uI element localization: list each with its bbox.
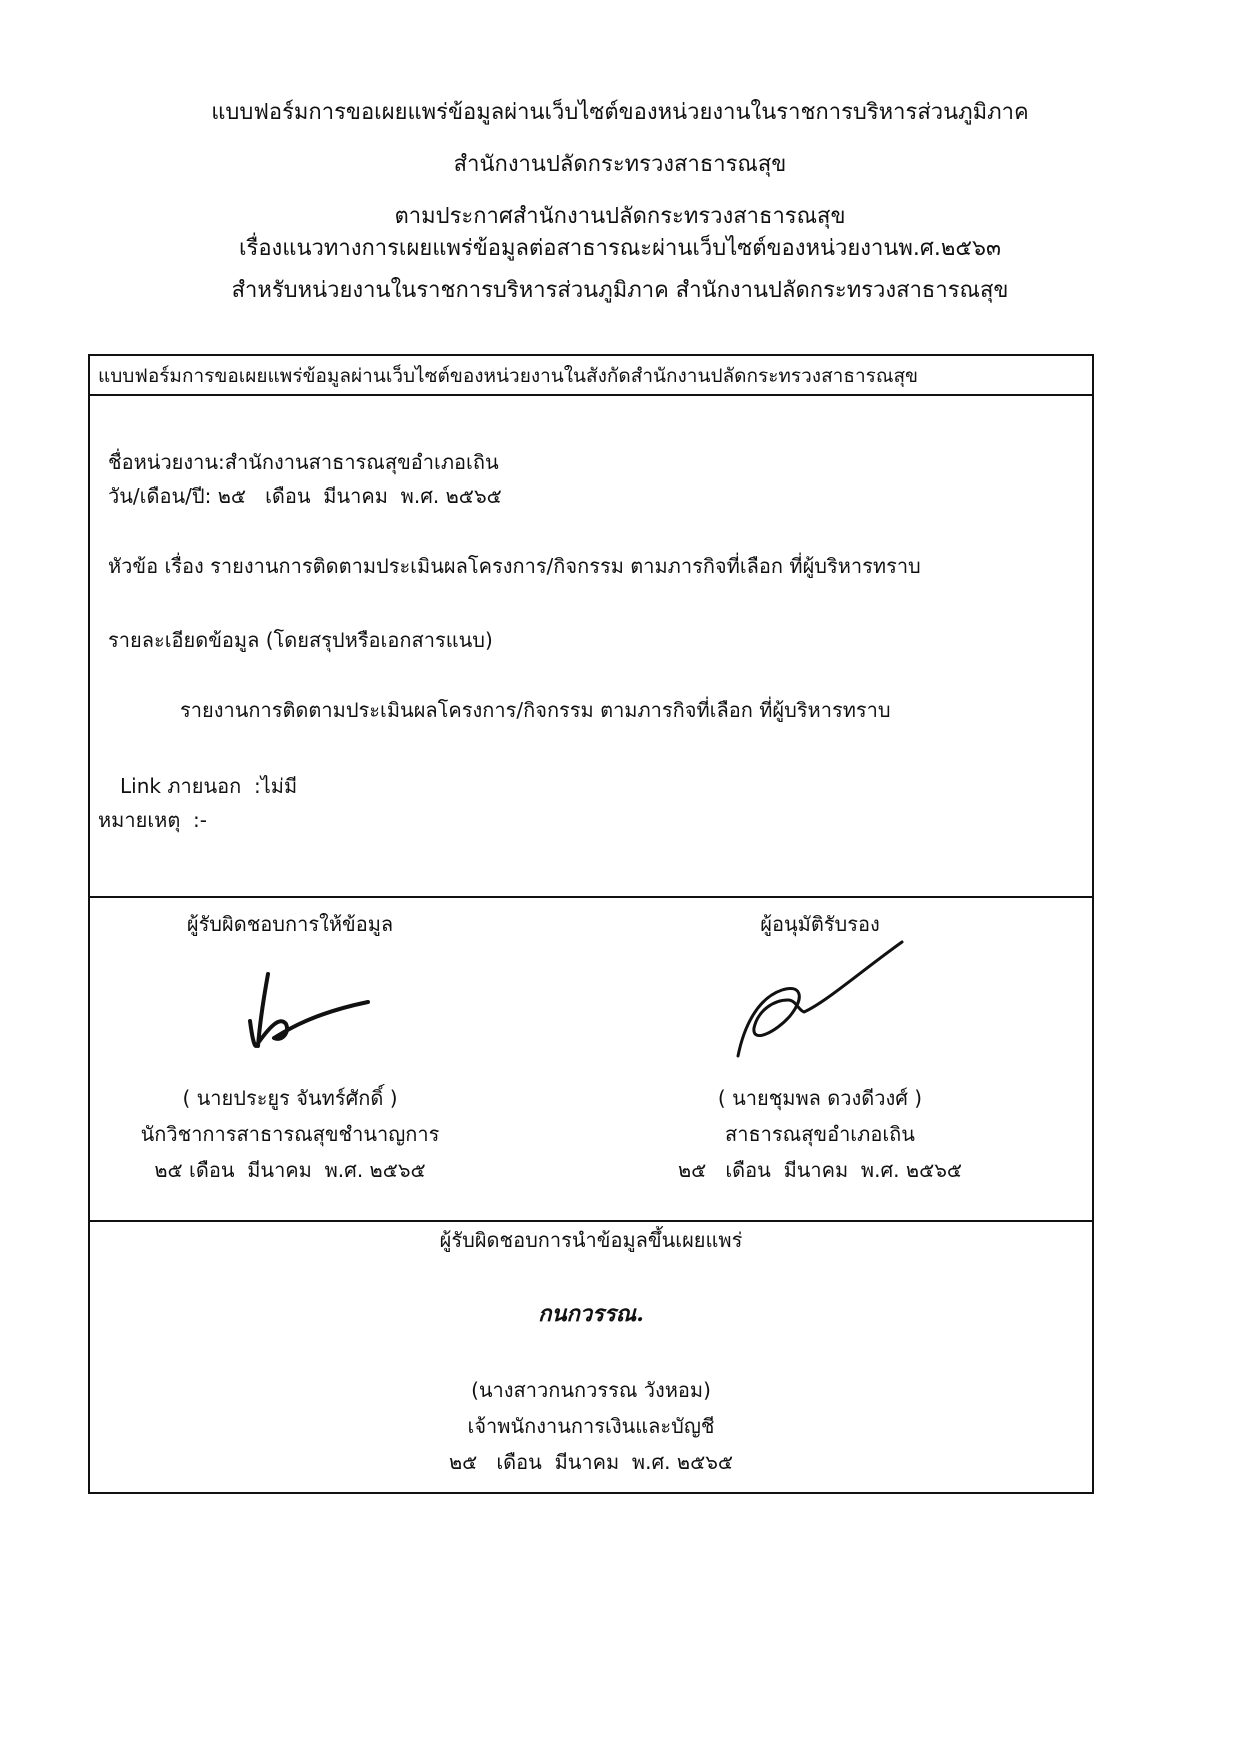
responsible-position: นักวิชาการสาธารณสุขชำนาญการ xyxy=(140,1122,440,1146)
agency-row xyxy=(108,448,499,476)
header-line-5: สำหรับหน่วยงานในราชการบริหารส่วนภูมิภาค สำนักงานปลัดกระทรวงสาธารณสุข xyxy=(231,278,1009,303)
approver-signature-image xyxy=(730,936,910,1066)
approver-date: ๒๕ เดือน มีนาคม พ.ศ. ๒๕๖๕ xyxy=(677,1158,963,1182)
date-value: ๒๕ เดือน มีนาคม พ.ศ. ๒๕๖๕ xyxy=(217,484,502,508)
approver-name: ( นายชุมพล ดวงดีวงศ์ ) xyxy=(717,1086,923,1110)
topic-value: เรื่อง รายงานการติดตามประเมินผลโครงการ/กิจกรรม ตามภารกิจที่เลือก ที่ผู้บริหารทราบ xyxy=(164,554,921,578)
responsible-signature-image xyxy=(230,966,370,1056)
divider-signatures xyxy=(90,896,1092,898)
header-line-1: แบบฟอร์มการขอเผยแพร่ข้อมูลผ่านเว็บไซต์ของหน่วยงานในราชการบริหารส่วนภูมิภาค xyxy=(211,100,1029,125)
publisher-heading: ผู้รับผิดชอบการนำข้อมูลขึ้นเผยแพร่ xyxy=(439,1228,743,1252)
date-label: วัน/เดือน/ปี: xyxy=(108,484,212,508)
header-line-3: ตามประกาศสำนักงานปลัดกระทรวงสาธารณสุข xyxy=(394,204,846,229)
divider-title xyxy=(90,394,1092,396)
date-row xyxy=(108,482,502,510)
note-label: หมายเหตุ xyxy=(98,808,181,832)
publisher-date: ๒๕ เดือน มีนาคม พ.ศ. ๒๕๖๕ xyxy=(448,1450,734,1474)
detail-value: รายงานการติดตามประเมินผลโครงการ/กิจกรรม ตามภารกิจที่เลือก ที่ผู้บริหารทราบ xyxy=(180,698,891,722)
link-value: :ไม่มี xyxy=(253,774,298,798)
responsible-heading: ผู้รับผิดชอบการให้ข้อมูล xyxy=(186,912,394,936)
link-row xyxy=(120,772,297,800)
header-line-4: เรื่องแนวทางการเผยแพร่ข้อมูลต่อสาธารณะผ่านเว็บไซต์ของหน่วยงานพ.ศ.๒๕๖๓ xyxy=(238,236,1002,261)
note-row xyxy=(98,806,207,834)
responsible-date: ๒๕ เดือน มีนาคม พ.ศ. ๒๕๖๕ xyxy=(154,1158,426,1182)
publisher-name: (นางสาวกนกวรรณ วังหอม) xyxy=(471,1378,711,1402)
form-table xyxy=(88,354,1094,1494)
publisher-position: เจ้าพนักงานการเงินและบัญชี xyxy=(467,1414,715,1438)
publisher-signature: กนกวรรณ. xyxy=(538,1301,644,1327)
approver-heading: ผู้อนุมัติรับรอง xyxy=(760,912,880,936)
form-title: แบบฟอร์มการขอเผยแพร่ข้อมูลผ่านเว็บไซต์ของหน่วยงานในสังกัดสำนักงานปลัดกระทรวงสาธารณสุข xyxy=(98,365,919,387)
header-line-2: สำนักงานปลัดกระทรวงสาธารณสุข xyxy=(453,152,787,177)
approver-position: สาธารณสุขอำเภอเถิน xyxy=(725,1122,915,1146)
topic-label: หัวข้อ xyxy=(108,554,159,578)
responsible-name: ( นายประยูร จันทร์ศักดิ์ ) xyxy=(182,1086,398,1110)
agency-value: สำนักงานสาธารณสุขอำเภอเถิน xyxy=(224,450,499,474)
topic-row xyxy=(108,552,921,580)
detail-label: รายละเอียดข้อมูล (โดยสรุปหรือเอกสารแนบ) xyxy=(108,628,493,652)
link-label: Link ภายนอก xyxy=(120,774,242,798)
divider-publisher xyxy=(90,1220,1092,1222)
note-value: :- xyxy=(193,808,208,832)
agency-label: ชื่อหน่วยงาน: xyxy=(108,450,225,474)
